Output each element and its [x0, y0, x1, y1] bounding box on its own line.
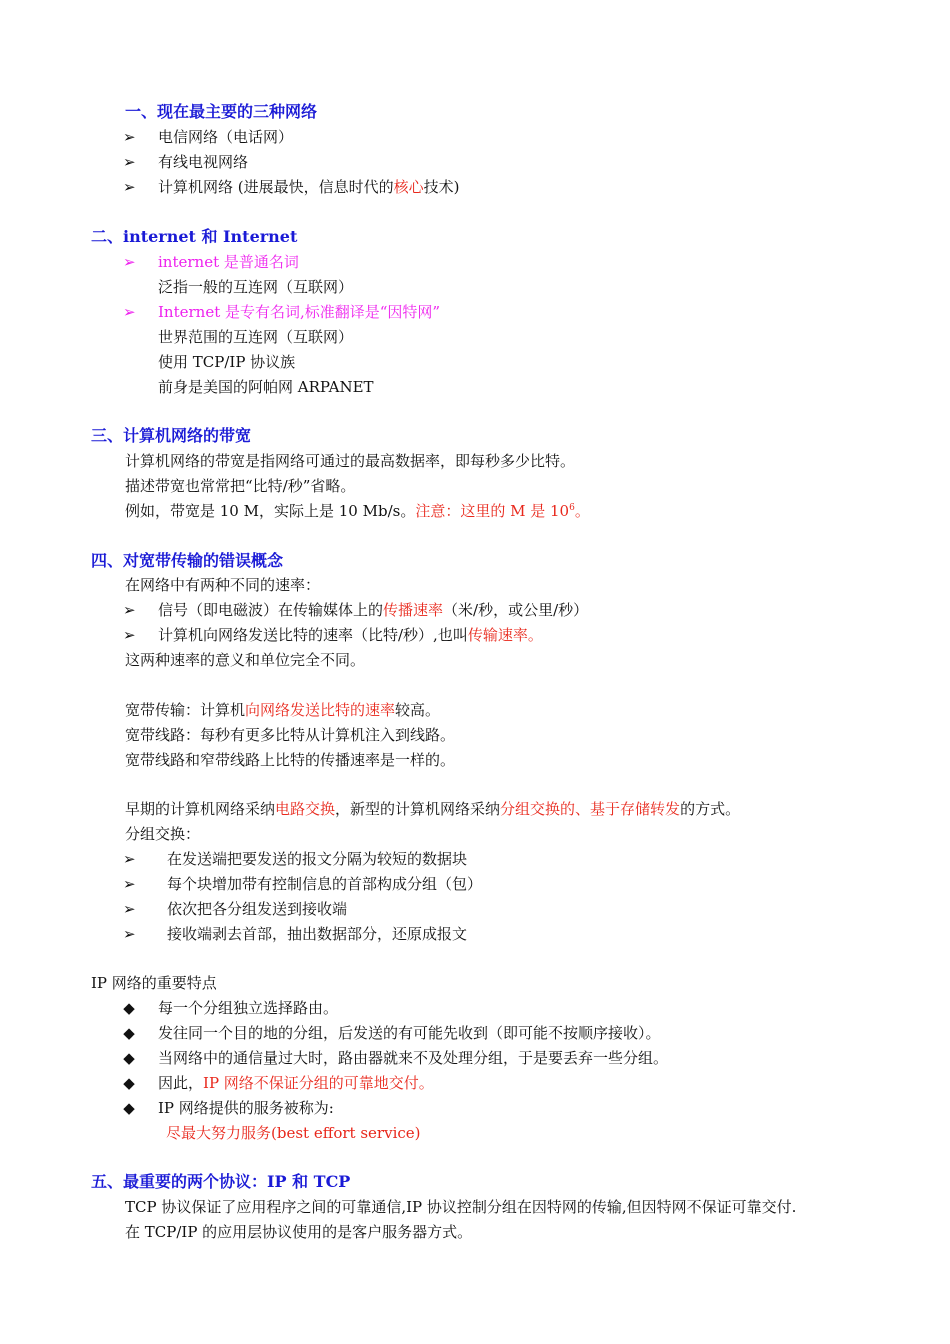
paragraph: TCP 协议保证了应用程序之间的可靠通信,IP 协议控制分组在因特网的传输,但因特网不保证可靠交付.: [125, 1198, 797, 1216]
diamond-bullet-icon: ◆: [123, 1074, 135, 1092]
section-3-title: 三、计算机网络的带宽: [91, 426, 252, 445]
diamond-bullet-icon: ◆: [123, 999, 135, 1017]
paragraph: 宽带线路和窄带线路上比特的传播速率是一样的。: [125, 751, 456, 769]
sub-text: 前身是美国的阿帕网 ARPANET: [158, 378, 374, 396]
arrow-bullet-icon: ➢: [123, 178, 136, 196]
arrow-bullet-icon: ➢: [123, 253, 136, 271]
list-item: ➢ 电信网络（电话网）: [123, 128, 294, 146]
paragraph: 宽带线路：每秒有更多比特从计算机注入到线路。: [125, 726, 456, 744]
list-item: ➢ 计算机向网络发送比特的速率（比特/秒）,也叫传输速率。: [123, 626, 543, 644]
best-effort-service: 尽最大努力服务(best effort service): [166, 1124, 421, 1142]
arrow-bullet-icon: ➢: [123, 153, 136, 171]
arrow-bullet-icon: ➢: [123, 875, 136, 893]
arrow-bullet-icon: ➢: [123, 128, 136, 146]
list-item: ➢ 有线电视网络: [123, 153, 249, 171]
arrow-bullet-icon: ➢: [123, 900, 136, 918]
paragraph: 例如，带宽是 10 M，实际上是 10 Mb/s。注意：这里的 M 是 $10^6$。: [125, 502, 590, 520]
sub-text: 泛指一般的互连网（互联网）: [158, 278, 354, 296]
list-item: ➢ 接收端剥去首部，抽出数据部分，还原成报文: [123, 925, 468, 943]
list-item: ◆ 每一个分组独立选择路由。: [123, 999, 339, 1017]
list-item: ◆ 发往同一个目的地的分组，后发送的有可能先收到（即可能不按顺序接收）。: [123, 1024, 661, 1042]
list-item: ➢ 依次把各分组发送到接收端: [123, 900, 348, 918]
list-item: ➢ 每个块增加带有控制信息的首部构成分组（包）: [123, 875, 483, 893]
arrow-bullet-icon: ➢: [123, 850, 136, 868]
paragraph: 描述带宽也常常把“比特/秒”省略。: [125, 477, 356, 495]
diamond-bullet-icon: ◆: [123, 1099, 135, 1117]
paragraph: 这两种速率的意义和单位完全不同。: [125, 651, 366, 669]
diamond-bullet-icon: ◆: [123, 1049, 135, 1067]
paragraph: 分组交换：: [125, 825, 201, 843]
paragraph: 在网络中有两种不同的速率：: [125, 576, 321, 594]
paragraph: 在 TCP/IP 的应用层协议使用的是客户服务器方式。: [125, 1223, 473, 1241]
diamond-bullet-icon: ◆: [123, 1024, 135, 1042]
paragraph: 计算机网络的带宽是指网络可通过的最高数据率，即每秒多少比特。: [125, 452, 576, 470]
list-item: ➢ 信号（即电磁波）在传输媒体上的传播速率（米/秒，或公里/秒）: [123, 601, 589, 619]
arrow-bullet-icon: ➢: [123, 626, 136, 644]
arrow-bullet-icon: ➢: [123, 925, 136, 943]
list-item: ➢ internet 是普通名词: [123, 253, 299, 271]
section-4-title: 四、对宽带传输的错误概念: [91, 551, 284, 570]
section-2-title: 二、internet 和 Internet: [91, 227, 298, 246]
arrow-bullet-icon: ➢: [123, 303, 136, 321]
list-item: ◆ IP 网络提供的服务被称为:: [123, 1099, 334, 1117]
section-1-title: 一、现在最主要的三种网络: [125, 102, 318, 121]
list-item: ➢ 计算机网络 (进展最快，信息时代的核心技术): [123, 178, 460, 196]
list-item: ➢ Internet 是专有名词,标准翻译是“因特网”: [123, 303, 441, 321]
section-5-title: 五、最重要的两个协议：IP 和 TCP: [91, 1172, 351, 1191]
list-item: ◆ 因此，IP 网络不保证分组的可靠地交付。: [123, 1074, 434, 1092]
sub-text: 世界范围的互连网（互联网）: [158, 328, 354, 346]
sub-text: 使用 TCP/IP 协议族: [158, 353, 296, 371]
paragraph: 早期的计算机网络采纳电路交换，新型的计算机网络采纳分组交换的、基于存储转发的方式。: [125, 800, 741, 818]
paragraph: 宽带传输：计算机向网络发送比特的速率较高。: [125, 701, 441, 719]
list-item: ➢ 在发送端把要发送的报文分隔为较短的数据块: [123, 850, 468, 868]
ip-features-title: IP 网络的重要特点: [91, 974, 217, 992]
list-item: ◆ 当网络中的通信量过大时，路由器就来不及处理分组，于是要丢弃一些分组。: [123, 1049, 669, 1067]
arrow-bullet-icon: ➢: [123, 601, 136, 619]
